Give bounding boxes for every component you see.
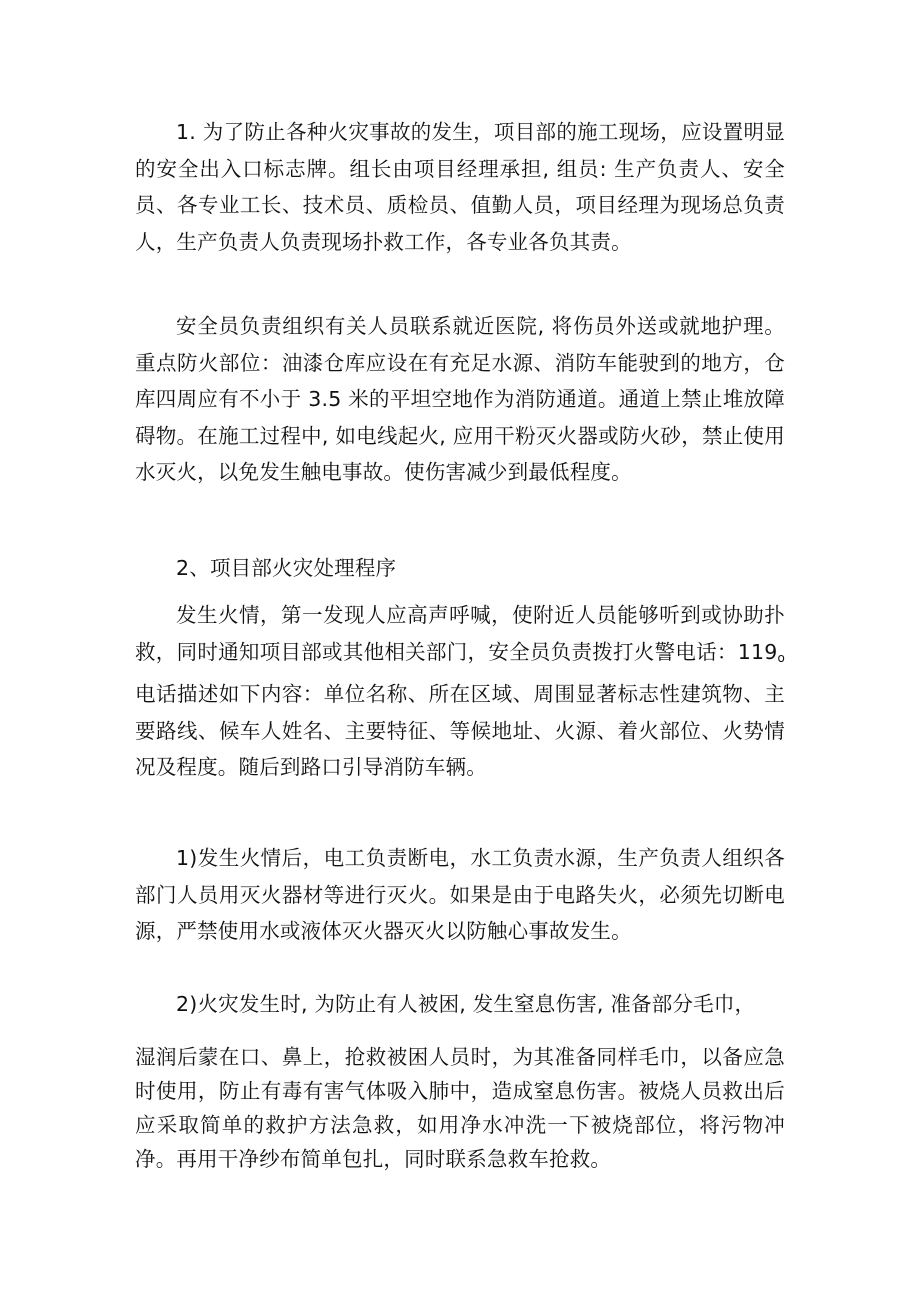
paragraph-fire-alarm	[135, 597, 785, 786]
fire-alarm-subscript: o	[777, 650, 785, 665]
paragraph-rescue-first-aid: 湿润后蒙在口、鼻上，抢救被困人员时，为其准备同样毛巾，以备应急时使用，防止有毒有害气体吸入肺中，造成窒息伤害。被烧人员救出后应采取简单的救护方法急救，如用净水冲洗一下被烧部位，将污物冲净。再用干净纱布简单包扎，同时联系急救车抢救。	[135, 1045, 785, 1171]
section-heading-fire-procedure: 2、项目部火灾处理程序	[176, 556, 397, 580]
paragraph-suffocation-prevention: 2)火灾发生时, 为防止有人被困, 发生窒息伤害, 准备部分毛巾，	[176, 992, 756, 1016]
fire-alarm-text-part1: 发生火情，第一发现人应高声呼喊，使附近人员能够听到或协助扑救，同时通知项目部或其他相关部门，安全员负责拨打火警电话：119	[135, 603, 785, 664]
paragraph-safety-officer: 安全员负责组织有关人员联系就近医院, 将伤员外送或就地护理。重点防火部位：油漆仓库应设在有充足水源、消防车能驶到的地方，仓库四周应有不小于 3.5 米的平坦空地作为消防通道。通道上禁止堆放障碍物。在施工过程中, 如电线起火, 应用干粉灭火器或防火砂，禁止使用水灭火，以免发生触电事故。使伤害减少到最低程度。	[135, 314, 785, 484]
paragraph-fire-prevention: 1. 为了防止各种火灾事故的发生，项目部的施工现场，应设置明显的安全出入口标志牌。组长由项目经理承担, 组员: 生产负责人、安全员、各专业工长、技术员、质检员、值勤人员，项目经理为现场总负责人，生产负责人负责现场扑救工作，各专业各负其责。	[135, 120, 785, 254]
fire-alarm-text-part2: 电话描述如下内容：单位名称、所在区域、周围显著标志性建筑物、主要路线、候车人姓名、主要特征、等候地址、火源、着火部位、火势情况及程度。随后到路口引导消防车辆。	[135, 682, 785, 779]
paragraph-power-water: 1)发生火情后，电工负责断电，水工负责水源，生产负责人组织各部门人员用灭火器材等进行灭火。如果是由于电路失火，必须先切断电源，严禁使用水或液体灭火器灭火以防触心事故发生。	[135, 846, 785, 943]
